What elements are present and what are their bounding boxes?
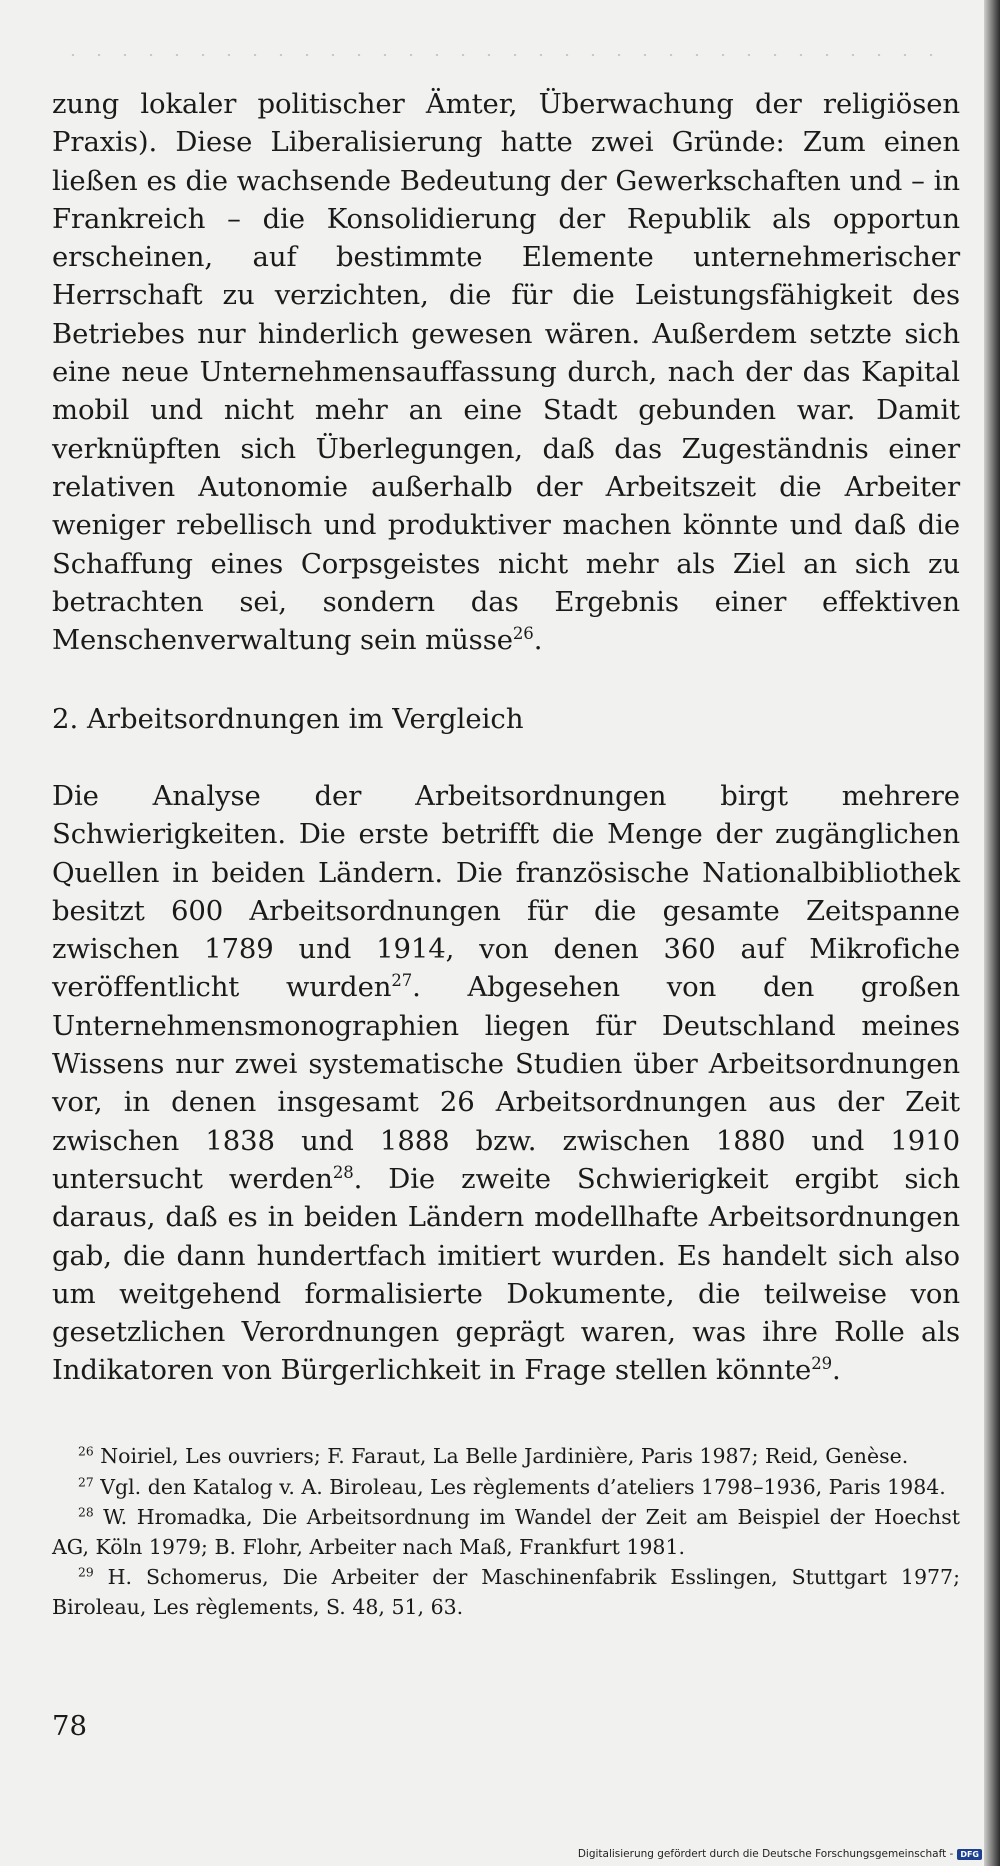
paragraph-2-end: . — [832, 1354, 841, 1387]
footnote-29 — [52, 1563, 960, 1622]
paragraph-1-text: zung lokaler politischer Ämter, Überwachung der religiösen Praxis). Diese Liberalisierung hatte zwei Gründe: Zum einen ließen es die wachsende Bedeutung der Gewerkschaften und – in Frankreich – die Konsolidierung der Republik als opportun erscheinen, auf bestimmte Elemente unternehmerischer Herrschaft zu verzichten, die für die Leistungsfähigkeit des Betriebes nur hinderlich gewesen wären. Außerdem setzte sich eine neue Unternehmensauffassung durch, nach der das Kapital mobil und nicht mehr an eine Stadt gebunden war. Damit verknüpften sich Überlegungen, daß das Zugeständnis einer relativen Autonomie außerhalb der Arbeitszeit die Arbeiter weniger rebellisch und produktiver machen könnte und daß die Schaffung eines Corpsgeistes nicht mehr als Ziel an sich zu betrachten sei, sondern das Ergebnis einer effektiven Menschenverwaltung sein müsse — [52, 88, 960, 657]
footnote-ref-26: 26 — [512, 624, 534, 644]
page-edge-shadow — [984, 0, 1000, 1866]
footnote-ref-29: 29 — [811, 1354, 832, 1374]
digitization-credit — [578, 1848, 982, 1860]
body-paragraph-1 — [52, 85, 960, 659]
footnote-text: H. Schomerus, Die Arbeiter der Maschinenfabrik Esslingen, Stuttgart 1977; Biroleau, Les règlements, S. 48, 51, 63. — [52, 1565, 960, 1619]
footnote-number: 27 — [78, 1475, 94, 1490]
footnote-text: W. Hromadka, Die Arbeitsordnung im Wandel der Zeit am Beispiel der Hoechst AG, Köln 1979; B. Flohr, Arbeiter nach Maß, Frankfurt 1981. — [52, 1505, 960, 1559]
paragraph-1-end: . — [533, 624, 543, 657]
dfg-logo-icon: DFG — [957, 1849, 982, 1860]
footnote-text: Vgl. den Katalog v. A. Biroleau, Les règlements d’ateliers 1798–1936, Paris 1984. — [100, 1474, 946, 1499]
footnote-number: 28 — [78, 1505, 94, 1520]
paragraph-2-text-c: . Die zweite Schwierigkeit ergibt sich daraus, daß es in beiden Ländern modellhafte Arbeitsordnungen gab, die dann hundertfach imitiert wurden. Es handelt sich also um weitgehend formalisierte Dokumente, die teilweise von gesetzlichen Verordnungen geprägt waren, was ihre Rolle als Indikatoren von Bürgerlichkeit in Frage stellen könnte — [52, 1162, 960, 1387]
body-paragraph-2 — [52, 777, 960, 1390]
page-number: 78 — [52, 1710, 87, 1742]
footnote-number: 26 — [78, 1444, 94, 1459]
section-heading: 2. Arbeitsordnungen im Vergleich — [52, 703, 524, 735]
footnote-28 — [52, 1503, 960, 1562]
footnote-number: 29 — [78, 1565, 94, 1580]
footnote-26 — [52, 1442, 960, 1472]
credit-text: Digitalisierung gefördert durch die Deutsche Forschungsgemeinschaft - — [577, 1848, 954, 1860]
footnote-text: Noiriel, Les ouvriers; F. Faraut, La Belle Jardinière, Paris 1987; Reid, Genèse. — [100, 1444, 909, 1468]
paragraph-2-text-a: Die Analyse der Arbeitsordnungen birgt mehrere Schwierigkeiten. Die erste betrifft die Menge der zugänglichen Quellen in beiden Ländern. Die französische Nationalbibliothek besitzt 600 Arbeitsordnungen für die gesamte Zeitspanne zwischen 1789 und 1914, von denen 360 auf Mikrofiche veröffentlicht wurden — [52, 780, 960, 1004]
bleed-through-dots — [60, 54, 940, 56]
footnote-ref-27: 27 — [391, 971, 413, 991]
footnote-27 — [52, 1473, 960, 1503]
paragraph-2-text-b: . Abgesehen von den großen Unternehmensmonographien liegen für Deutschland meines Wissens nur zwei systematische Studien über Arbeitsordnungen vor, in denen insgesamt 26 Arbeitsordnungen aus der Zeit zwischen 1838 und 1888 bzw. zwischen 1880 und 1910 untersucht werden — [52, 971, 960, 1195]
footnote-ref-28: 28 — [332, 1163, 354, 1183]
footnotes — [52, 1442, 960, 1623]
